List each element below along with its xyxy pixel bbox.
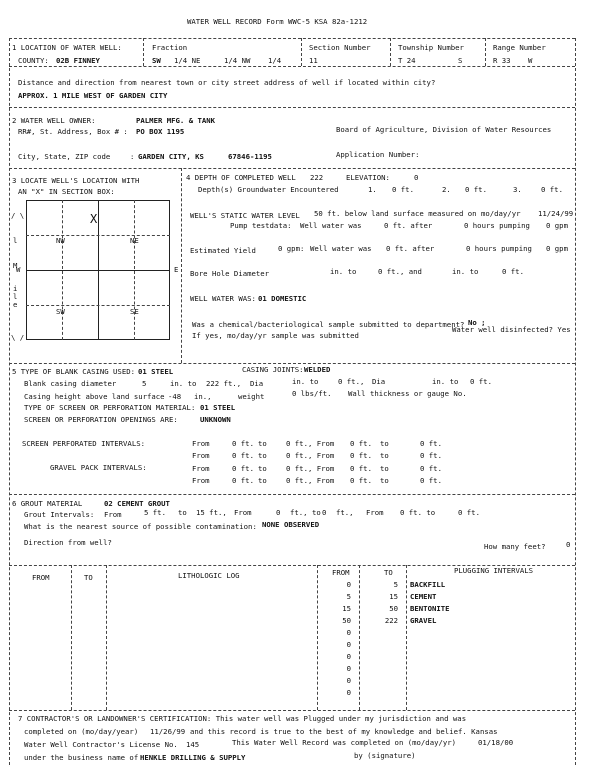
owner-value: PALMER MFG. & TANK	[136, 116, 216, 125]
township-label: Township Number	[398, 43, 464, 52]
gravel-intervals-label: GRAVEL PACK INTERVALS:	[50, 463, 147, 472]
casing-type-value: 01 STEEL	[138, 367, 174, 376]
fraction-value: SW	[152, 56, 161, 65]
log-cell-from: 0	[346, 628, 351, 637]
grout-value: 0	[322, 508, 327, 517]
distance-question: Distance and direction from nearest town or city street address of well if located within city?	[18, 78, 436, 87]
log-cell-to: 222	[384, 616, 398, 625]
pump-test-label: Pump testdata:	[230, 221, 292, 230]
form-title: WATER WELL RECORD Form WWC-5 KSA 82a-1212	[187, 17, 368, 26]
interval-cell: to	[380, 451, 389, 460]
casing-joints-value: WELDED	[304, 365, 331, 374]
bore-value: in. to	[452, 267, 479, 276]
contamination-value: NONE OBSERVED	[262, 520, 320, 529]
interval-cell: From	[192, 464, 210, 473]
divider	[106, 565, 107, 710]
log-cell-from: 0	[346, 688, 351, 697]
record-completed-label: This Water Well Record was completed on (mo/day/yr)	[232, 738, 457, 747]
side-w-label: W	[16, 265, 21, 274]
casing-height-value: -48	[168, 392, 182, 401]
yield-label: Estimated Yield	[190, 246, 256, 255]
log-cell-to: 15	[389, 592, 398, 601]
divider	[317, 565, 318, 710]
section-2-label: 2 WATER WELL OWNER:	[12, 116, 96, 125]
casing-depth-value: 222 ft.,	[206, 379, 242, 388]
casing-text: 0 ft.,	[338, 377, 365, 386]
section-box-gridline	[134, 200, 135, 340]
pump-test-text: Well water was	[300, 221, 362, 230]
interval-cell: to	[258, 439, 267, 448]
divider	[9, 168, 575, 169]
interval-cell: 0 ft.	[420, 476, 442, 485]
casing-text: in. to	[292, 377, 319, 386]
section-box-gridline	[26, 235, 170, 236]
log-cell-from: 5	[346, 592, 351, 601]
range-label: Range Number	[493, 43, 546, 52]
certification-text: completed on (mo/day/year)	[24, 727, 139, 736]
log-cell-from: 15	[342, 604, 351, 613]
divider	[9, 363, 575, 364]
openings-label: SCREEN OR PERFORATION OPENINGS ARE:	[24, 415, 178, 424]
grout-text: From	[234, 508, 252, 517]
yield-hours: 0 hours pumping	[466, 244, 532, 253]
grout-material-value: 02 CEMENT GROUT	[104, 499, 170, 508]
license-value: 145	[186, 740, 200, 749]
well-location-x-mark: X	[90, 212, 98, 226]
interval-cell: to	[258, 451, 267, 460]
contamination-question: What is the nearest source of possible contamination:	[24, 522, 257, 531]
groundwater-value: 3.	[513, 185, 522, 194]
interval-cell: to	[258, 464, 267, 473]
form-right-border	[575, 38, 576, 765]
grout-intervals-label: Grout Intervals:	[24, 510, 95, 519]
section-number-label: Section Number	[309, 43, 371, 52]
interval-cell: 0 ft.	[232, 476, 254, 485]
interval-cell: 0 ft.	[350, 464, 372, 473]
divider	[9, 38, 575, 39]
fraction-value: 1/4 NE	[174, 56, 201, 65]
divider	[390, 38, 391, 66]
section-box[interactable]	[16, 200, 179, 340]
completion-date: 11/26/99	[150, 727, 186, 736]
pump-test-hours: 0 hours pumping	[464, 221, 530, 230]
divider	[9, 66, 575, 67]
static-level-date: 11/24/99	[538, 209, 574, 218]
yield-text: Well water was	[310, 244, 372, 253]
quarter-se-label: SE	[130, 307, 139, 316]
divider	[181, 168, 182, 363]
groundwater-value: 0 ft.	[541, 185, 563, 194]
fraction-value: 1/4 NW	[224, 56, 251, 65]
interval-cell: to	[380, 464, 389, 473]
groundwater-value: 0 ft.	[392, 185, 414, 194]
pump-test-ft: 0 ft. after	[384, 221, 433, 230]
section-5-label: 5 TYPE OF BLANK CASING USED:	[12, 367, 136, 376]
casing-text: in. to	[432, 377, 459, 386]
interval-cell: 0 ft.	[232, 451, 254, 460]
divider	[9, 494, 575, 495]
interval-cell: 0 ft.	[350, 476, 372, 485]
log-from-header: FROM	[32, 573, 50, 582]
signature-label: by (signature)	[354, 751, 416, 760]
certification-line: 7 CONTRACTOR'S OR LANDOWNER'S CERTIFICATION: This water well was Plugged under my jurisdiction and was	[18, 714, 467, 723]
grout-value: 0 ft. to	[400, 508, 436, 517]
interval-cell: 0 ft., From	[286, 439, 335, 448]
log-cell-desc: GRAVEL	[410, 616, 437, 625]
groundwater-value: 1.	[368, 185, 377, 194]
interval-cell: 0 ft.	[232, 464, 254, 473]
static-level-label: WELL'S STATIC WATER LEVEL	[190, 211, 300, 220]
mile-letter: e	[13, 300, 18, 309]
divider	[485, 38, 486, 66]
how-many-feet-label: How many feet?	[484, 542, 546, 551]
divider	[406, 565, 407, 710]
casing-text: Dia	[250, 379, 264, 388]
grout-value: 0	[276, 508, 281, 517]
application-number-label: Application Number:	[336, 150, 420, 159]
quarter-sw-label: SW	[56, 307, 65, 316]
city-separator: :	[130, 152, 135, 161]
grout-value: 0 ft.	[458, 508, 480, 517]
section-box-midline	[26, 270, 170, 271]
mile-letter: M	[13, 261, 18, 270]
divider	[71, 565, 72, 710]
log-cell-from: 0	[346, 640, 351, 649]
address-value: PO BOX 1195	[136, 127, 185, 136]
bore-label: Bore Hole Diameter	[190, 269, 270, 278]
yield-ft: 0 ft. after	[386, 244, 435, 253]
fraction-label: Fraction	[152, 43, 188, 52]
log-cell-from: 0	[346, 652, 351, 661]
section-box-gridline	[62, 200, 63, 340]
grout-text: From	[104, 510, 122, 519]
city-label: City, State, ZIP code	[18, 152, 111, 161]
elevation-value: 0	[414, 173, 419, 182]
casing-height-label: Casing height above land surface	[24, 392, 165, 401]
interval-cell: 0 ft.	[420, 451, 442, 460]
mile-letter: l	[13, 292, 18, 301]
plugging-intervals-header: PLUGGING INTERVALS	[454, 566, 534, 575]
log-to-header: TO	[84, 573, 93, 582]
log-cell-to: 5	[393, 580, 398, 589]
yield-gpm-2: 0 gpm	[546, 244, 568, 253]
plug-from-header: FROM	[332, 568, 350, 577]
section-1-label: 1 LOCATION OF WATER WELL:	[12, 43, 122, 52]
groundwater-label: Depth(s) Groundwater Encountered	[198, 185, 339, 194]
how-many-feet-value: 0	[566, 540, 571, 549]
section-6-label: 6 GROUT MATERIAL	[12, 499, 83, 508]
divider	[301, 38, 302, 66]
casing-text: 0 ft.	[470, 377, 492, 386]
log-cell-desc: CEMENT	[410, 592, 437, 601]
log-cell-from: 0	[346, 676, 351, 685]
bore-value: 0 ft.	[502, 267, 524, 276]
certification-text: and this record is true to the best of my knowledge and belief. Kansas	[190, 727, 498, 736]
section-box-gridline	[26, 305, 170, 306]
bore-value: in. to	[330, 267, 357, 276]
direction-question: Direction from well?	[24, 538, 112, 547]
township-direction: S	[458, 56, 463, 65]
grout-text: ft.,	[336, 508, 354, 517]
interval-cell: to	[380, 476, 389, 485]
bore-value: 0 ft., and	[378, 267, 422, 276]
plug-to-header: TO	[384, 568, 393, 577]
casing-height-unit: in.,	[194, 392, 212, 401]
log-cell-to: 50	[389, 604, 398, 613]
log-cell-from: 0	[346, 664, 351, 673]
distance-answer: APPROX. 1 MILE WEST OF GARDEN CITY	[18, 91, 168, 100]
lithologic-log-header: LITHOLOGIC LOG	[178, 571, 240, 580]
screen-material-label: TYPE OF SCREEN OR PERFORATION MATERIAL:	[24, 403, 196, 412]
sample-date-label: If yes, mo/day/yr sample was submitted	[192, 331, 359, 340]
divider	[9, 107, 575, 108]
log-cell-desc: BACKFILL	[410, 580, 446, 589]
address-label: RR#, St. Address, Box # :	[18, 127, 128, 136]
interval-cell: From	[192, 451, 210, 460]
interval-cell: 0 ft.	[420, 439, 442, 448]
casing-diameter-value: 5	[142, 379, 147, 388]
casing-weight-label: weight	[238, 392, 265, 401]
mile-letter: \ /	[11, 333, 25, 342]
screen-material-value: 01 STEEL	[200, 403, 236, 412]
interval-cell: 0 ft., From	[286, 451, 335, 460]
interval-cell: 0 ft., From	[286, 476, 335, 485]
quarter-ne-label: NE	[130, 236, 139, 245]
section-3-label: AN "X" IN SECTION BOX:	[18, 187, 115, 196]
agency-text: Board of Agriculture, Division of Water Resources	[336, 125, 552, 134]
side-e-label: E	[174, 265, 179, 274]
casing-text: in. to	[170, 379, 197, 388]
groundwater-value: 2.	[442, 185, 451, 194]
interval-cell: From	[192, 476, 210, 485]
interval-cell: 0 ft., From	[286, 464, 335, 473]
casing-text: Dia	[372, 377, 386, 386]
form-left-border	[9, 38, 10, 765]
interval-cell: 0 ft.	[232, 439, 254, 448]
divider	[359, 565, 360, 710]
grout-text: ft., to	[290, 508, 321, 517]
grout-text: to	[178, 508, 187, 517]
yield-gpm: 0 gpm:	[278, 244, 305, 253]
section-4-label: 4 DEPTH OF COMPLETED WELL	[186, 173, 296, 182]
casing-weight-value: 0 lbs/ft.	[292, 389, 332, 398]
groundwater-value: 0 ft.	[465, 185, 487, 194]
range-value: R 33	[493, 56, 511, 65]
depth-value: 222	[310, 173, 324, 182]
log-cell-from: 0	[346, 580, 351, 589]
divider	[143, 38, 144, 66]
interval-cell: to	[380, 439, 389, 448]
interval-cell: 0 ft.	[350, 439, 372, 448]
township-value: T 24	[398, 56, 416, 65]
range-direction: W	[528, 56, 533, 65]
pump-test-gpm: 0 gpm	[546, 221, 568, 230]
fraction-value: 1/4	[268, 56, 282, 65]
grout-value: 5 ft.	[144, 508, 166, 517]
wall-thickness-label: Wall thickness or gauge No.	[348, 389, 467, 398]
chem-sample-answer: No ;	[468, 318, 486, 327]
zip-value: 67846-1195	[228, 152, 272, 161]
grout-value: 15 ft.,	[196, 508, 227, 517]
log-cell-desc: BENTONITE	[410, 604, 450, 613]
mile-letter: / \	[11, 211, 25, 220]
county-label: COUNTY:	[18, 56, 49, 65]
section-3-label: 3 LOCATE WELL'S LOCATION WITH	[12, 176, 140, 185]
interval-cell: 0 ft.	[350, 451, 372, 460]
interval-cell: From	[192, 439, 210, 448]
mile-letter: i	[13, 284, 18, 293]
county-value: 02B FINNEY	[56, 56, 100, 65]
static-level-text: 50 ft. below land surface measured on mo/day/yr	[314, 209, 521, 218]
elevation-label: ELEVATION:	[346, 173, 390, 182]
chem-sample-question: Was a chemical/bacteriological sample submitted to department?	[192, 320, 465, 329]
mile-letter: l	[13, 236, 18, 245]
casing-joints-label: CASING JOINTS:	[242, 365, 304, 374]
quarter-nw-label: NW	[56, 236, 65, 245]
perforated-intervals-label: SCREEN PERFORATED INTERVALS:	[22, 439, 146, 448]
record-completed-date: 01/18/00	[478, 738, 514, 747]
city-value: GARDEN CITY, KS	[138, 152, 204, 161]
interval-cell: 0 ft.	[420, 464, 442, 473]
divider	[9, 710, 575, 711]
water-use-label: WELL WATER WAS:	[190, 294, 256, 303]
openings-value: UNKNOWN	[200, 415, 231, 424]
disinfected-text: Water well disinfected? Yes	[452, 325, 571, 334]
casing-diameter-label: Blank casing diameter	[24, 379, 117, 388]
business-name: HENKLE DRILLING & SUPPLY	[140, 753, 246, 762]
log-cell-from: 50	[342, 616, 351, 625]
license-label: Water Well Contractor's License No.	[24, 740, 178, 749]
section-number-value: 11	[309, 56, 318, 65]
water-use-value: 01 DOMESTIC	[258, 294, 307, 303]
business-label: under the business name of	[24, 753, 139, 762]
grout-text: From	[366, 508, 384, 517]
interval-cell: to	[258, 476, 267, 485]
